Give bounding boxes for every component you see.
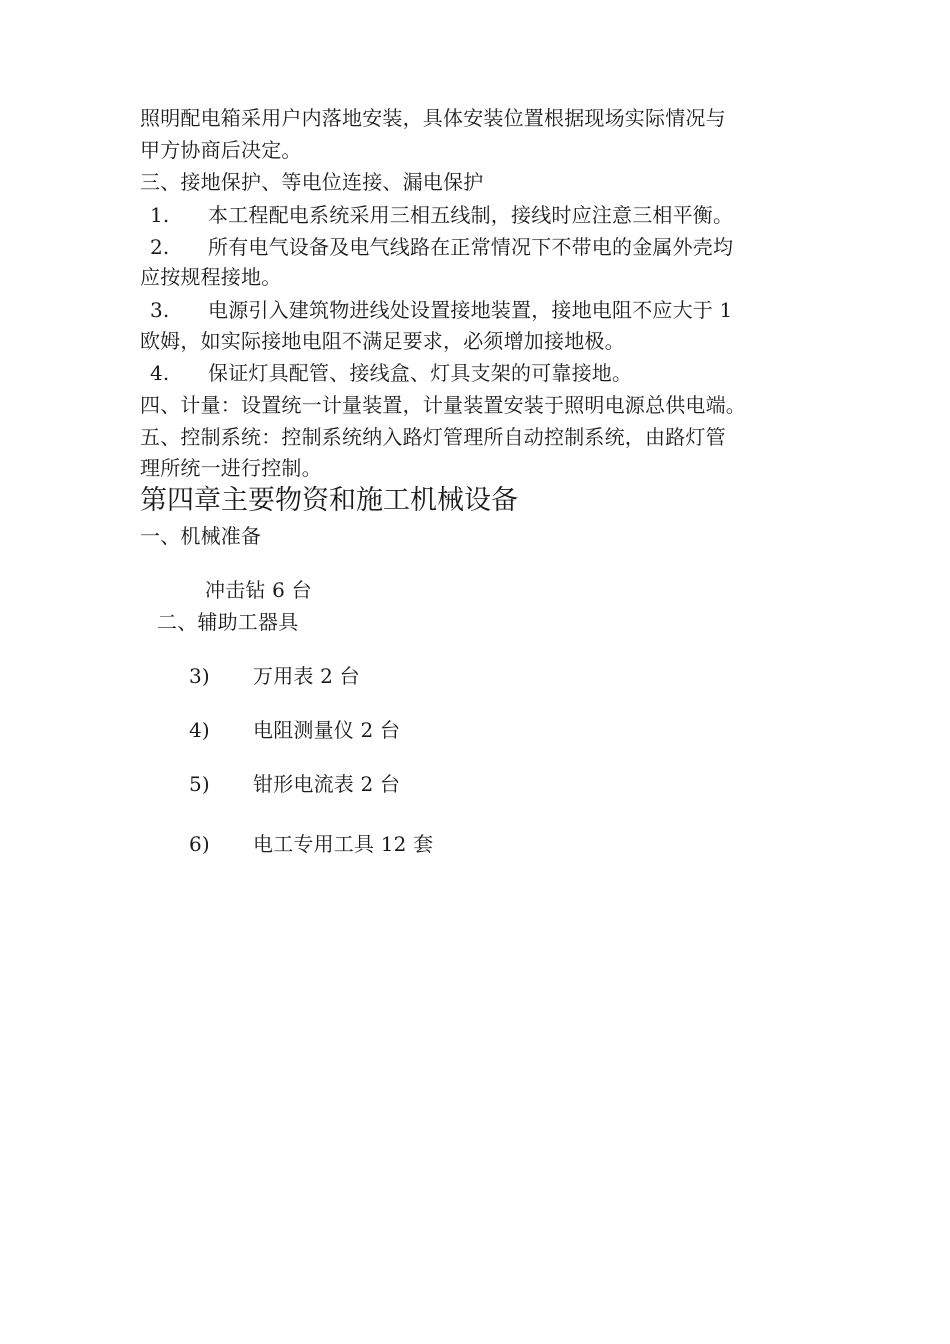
item-number: 3. (150, 298, 170, 322)
tool-number: 6) (189, 832, 210, 856)
tool-text: 电工专用工具 12 套 (253, 832, 434, 856)
section-control-line1: 五、控制系统：控制系统纳入路灯管理所自动控制系统，由路灯管 (140, 425, 726, 449)
tool-text: 钳形电流表 2 台 (253, 772, 401, 796)
grounding-item-3-continuation: 欧姆，如实际接地电阻不满足要求，必须增加接地极。 (140, 329, 625, 353)
item-number: 4. (150, 361, 170, 385)
machinery-item: 冲击钻 6 台 (205, 578, 312, 602)
item-number: 2. (150, 235, 170, 259)
tool-number: 4) (189, 718, 210, 742)
item-number: 1. (150, 203, 170, 227)
tool-item (189, 770, 400, 798)
section-metering: 四、计量：设置统一计量装置，计量装置安装于照明电源总供电端。 (140, 393, 746, 417)
tool-item (189, 662, 360, 690)
tool-number: 3) (189, 664, 210, 688)
paragraph-distribution-box-line2: 甲方协商后决定。 (140, 138, 302, 162)
grounding-item-2-continuation: 应按规程接地。 (140, 265, 282, 289)
tool-number: 5) (189, 772, 210, 796)
grounding-item-2 (150, 233, 733, 261)
section-control-line2: 理所统一进行控制。 (140, 456, 322, 480)
machinery-title: 一、机械准备 (140, 524, 262, 548)
chapter-title: 第四章主要物资和施工机械设备 (140, 485, 518, 516)
item-text: 所有电气设备及电气线路在正常情况下不带电的金属外壳均 (208, 235, 734, 259)
tool-item (189, 830, 433, 858)
paragraph-distribution-box-line1: 照明配电箱采用户内落地安装，具体安装位置根据现场实际情况与 (140, 106, 726, 130)
tool-item (189, 716, 400, 744)
grounding-item-3 (150, 296, 732, 324)
item-text: 电源引入建筑物进线处设置接地装置，接地电阻不应大于 1 (208, 298, 733, 322)
grounding-item-4 (150, 359, 632, 387)
item-text: 本工程配电系统采用三相五线制，接线时应注意三相平衡。 (208, 203, 734, 227)
section-grounding-title: 三、接地保护、等电位连接、漏电保护 (140, 170, 484, 194)
tool-text: 万用表 2 台 (253, 664, 360, 688)
tools-title: 二、辅助工器具 (157, 610, 299, 634)
item-text: 保证灯具配管、接线盒、灯具支架的可靠接地。 (208, 361, 633, 385)
tool-text: 电阻测量仪 2 台 (253, 718, 401, 742)
grounding-item-1 (150, 201, 733, 229)
